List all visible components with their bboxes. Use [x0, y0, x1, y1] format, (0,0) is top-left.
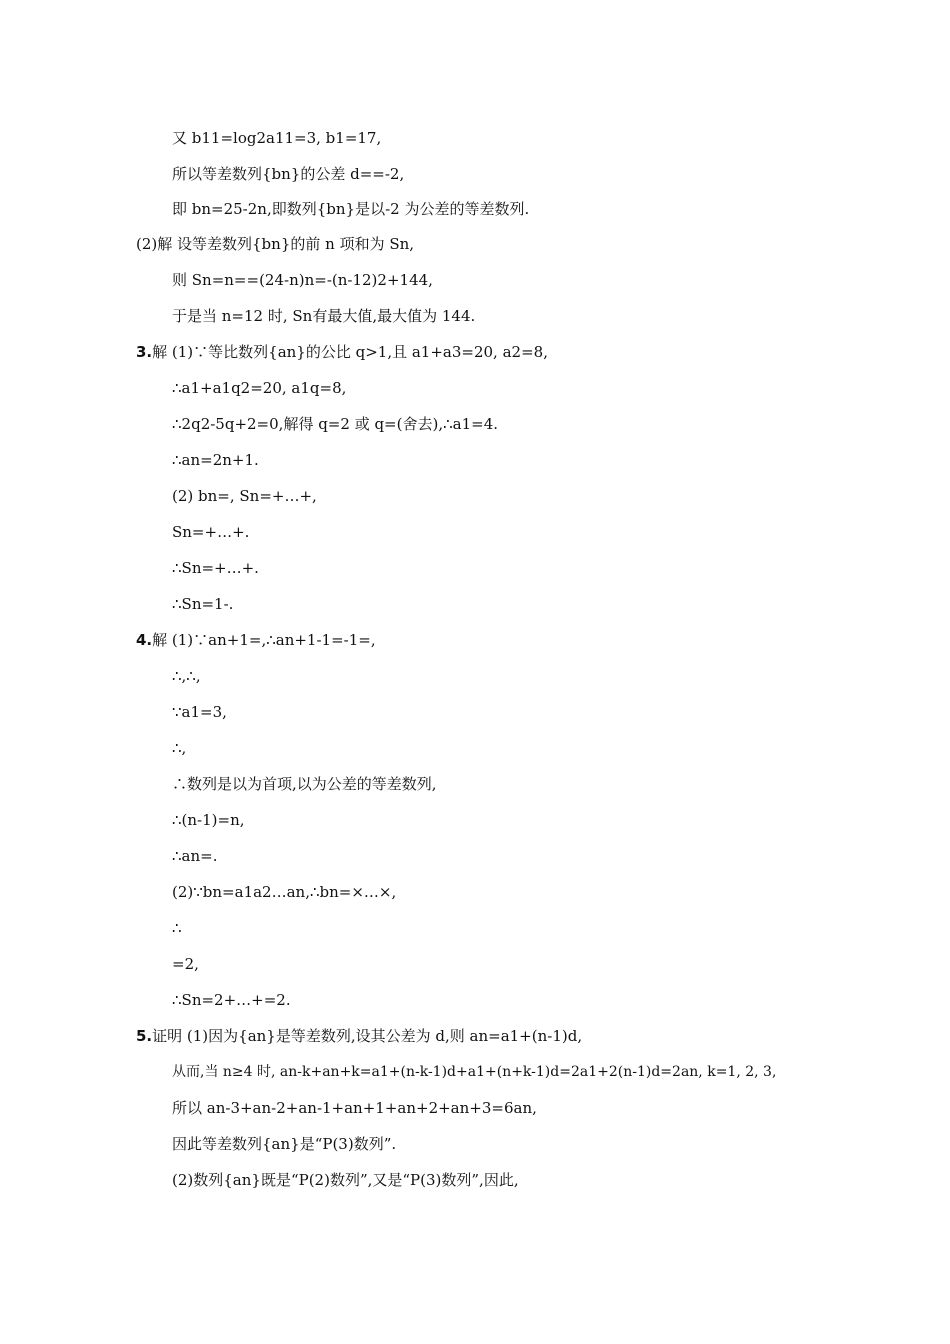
text-line: ∴,∴,: [172, 667, 201, 685]
text-line: (2)∵bn=a1a2…an,∴bn=×…×,: [172, 883, 397, 901]
text-line: Sn=+…+.: [172, 523, 250, 541]
text-line: ∴Sn=2+…+=2.: [172, 991, 291, 1009]
text-line: 即 bn=25-2n,即数列{bn}是以-2 为公差的等差数列.: [172, 200, 530, 218]
text-line: 从而,当 n≥4 时, an-k+an+k=a1+(n-k-1)d+a1+(n+k-1)d=2a1+2(n-1)d=2an, k=1, 2, 3,: [172, 1064, 777, 1080]
text-line: (2) bn=, Sn=+…+,: [172, 487, 317, 505]
text-line: 则 Sn=n==(24-n)n=-(n-12)2+144,: [172, 271, 433, 289]
text-line: 所以等差数列{bn}的公差 d==-2,: [172, 165, 405, 183]
text-line: ∴Sn=1-.: [172, 595, 234, 613]
problem-number: 4.: [136, 631, 153, 649]
text-line: 于是当 n=12 时, Sn有最大值,最大值为 144.: [172, 307, 476, 325]
problem-number: 3.: [136, 343, 153, 361]
text-line: ∴an=.: [172, 847, 218, 865]
problem-number: 5.: [136, 1027, 153, 1045]
problem-5-heading: [136, 1026, 582, 1046]
text-line: ∴Sn=+…+.: [172, 559, 259, 577]
text-line: (2)数列{an}既是“P(2)数列”,又是“P(3)数列”,因此,: [172, 1171, 519, 1189]
text-line: 证明 (1)因为{an}是等差数列,设其公差为 d,则 an=a1+(n-1)d,: [152, 1027, 583, 1045]
text-line: 解 (1)∵等比数列{an}的公比 q>1,且 a1+a3=20, a2=8,: [152, 343, 548, 361]
text-line: ∵a1=3,: [172, 703, 227, 721]
text-line: ∴数列是以为首项,以为公差的等差数列,: [172, 775, 437, 793]
text-line: 所以 an-3+an-2+an-1+an+1+an+2+an+3=6an,: [172, 1099, 537, 1117]
text-line: ∴an=2n+1.: [172, 451, 259, 469]
text-line: =2,: [172, 955, 199, 973]
text-line: ∴,: [172, 739, 187, 757]
problem-3-heading: [136, 342, 548, 362]
text-line: (2)解 设等差数列{bn}的前 n 项和为 Sn,: [136, 235, 415, 253]
text-line: 又 b11=log2a11=3, b1=17,: [172, 129, 382, 147]
text-line: ∴(n-1)=n,: [172, 811, 245, 829]
text-line: ∴a1+a1q2=20, a1q=8,: [172, 379, 347, 397]
text-line: ∴2q2-5q+2=0,解得 q=2 或 q=(舍去),∴a1=4.: [172, 415, 499, 433]
problem-4-heading: [136, 630, 376, 650]
text-line: ∴: [172, 919, 182, 937]
text-line: 因此等差数列{an}是“P(3)数列”.: [172, 1135, 397, 1153]
text-line: 解 (1)∵an+1=,∴an+1-1=-1=,: [152, 631, 376, 649]
